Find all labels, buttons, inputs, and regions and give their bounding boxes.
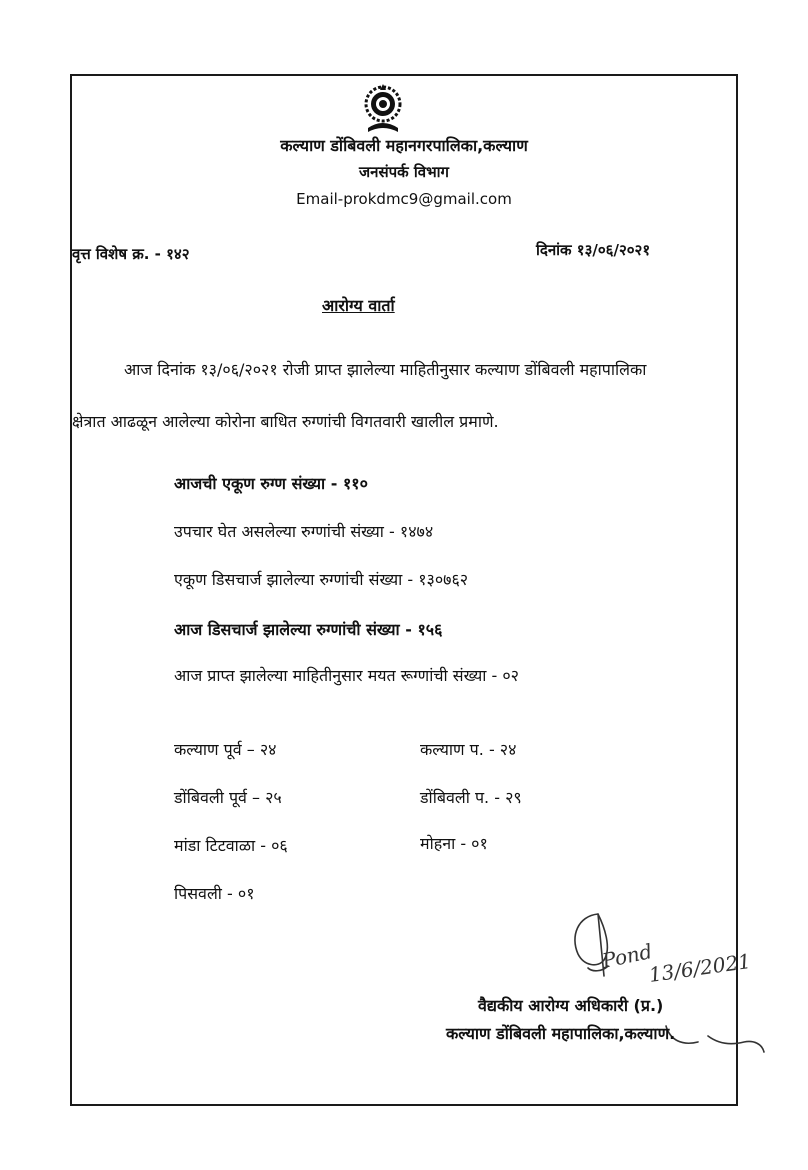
department-name: जनसंपर्क विभाग <box>359 163 449 181</box>
ward-dombivli-east: डोंबिवली पूर्व – २५ <box>174 788 282 807</box>
intro-paragraph-line-1: आज दिनांक १३/०६/२०२१ रोजी प्राप्त झालेल्या माहितीनुसार कल्याण डोंबिवली महापालिका <box>124 360 647 379</box>
stat-today-discharged: आज डिसचार्ज झालेल्या रुग्णांची संख्या - १५६ <box>174 620 443 639</box>
stat-under-treatment: उपचार घेत असलेल्या रुग्णांची संख्या - १४७४ <box>174 522 434 541</box>
document-date: दिनांक १३/०६/२०२१ <box>536 241 651 259</box>
ward-kalyan-east: कल्याण पूर्व – २४ <box>174 740 277 759</box>
municipal-emblem-icon <box>360 78 406 138</box>
stat-deaths: आज प्राप्त झालेल्या माहितीनुसार मयत रूग्णांची संख्या - ०२ <box>174 666 519 685</box>
svg-text:13/6/2021: 13/6/2021 <box>647 948 753 987</box>
signatory-designation: वैद्यकीय आरोग्य अधिकारी (प्र.) <box>478 996 664 1015</box>
document-title: आरोग्य वार्ता <box>322 296 395 315</box>
email-address: Email-prokdmc9@gmail.com <box>296 190 512 208</box>
signatory-org: कल्याण डोंबिवली महापालिका,कल्याण. <box>446 1024 676 1043</box>
ward-dombivli-west: डोंबिवली प. - २९ <box>420 788 522 807</box>
ward-pisavli: पिसवली - ०१ <box>174 884 255 903</box>
reference-number: वृत्त विशेष क्र. - १४२ <box>72 245 190 263</box>
ward-mohana: मोहना - ०१ <box>420 834 488 853</box>
org-name: कल्याण डोंबिवली महानगरपालिका,कल्याण <box>280 136 528 155</box>
svg-text:Pond: Pond <box>600 938 655 973</box>
ward-kalyan-west: कल्याण प. - २४ <box>420 740 517 759</box>
intro-paragraph-line-2: क्षेत्रात आढळून आलेल्या कोरोना बाधित रुग्णांची विगतवारी खालील प्रमाणे. <box>72 412 499 431</box>
stat-today-total: आजची एकूण रुग्ण संख्या - ११० <box>174 474 368 493</box>
stat-total-discharged: एकूण डिसचार्ज झालेल्या रुग्णांची संख्या - १३०७६२ <box>174 570 469 589</box>
ward-manda-titwala: मांडा टिटवाळा - ०६ <box>174 836 288 855</box>
